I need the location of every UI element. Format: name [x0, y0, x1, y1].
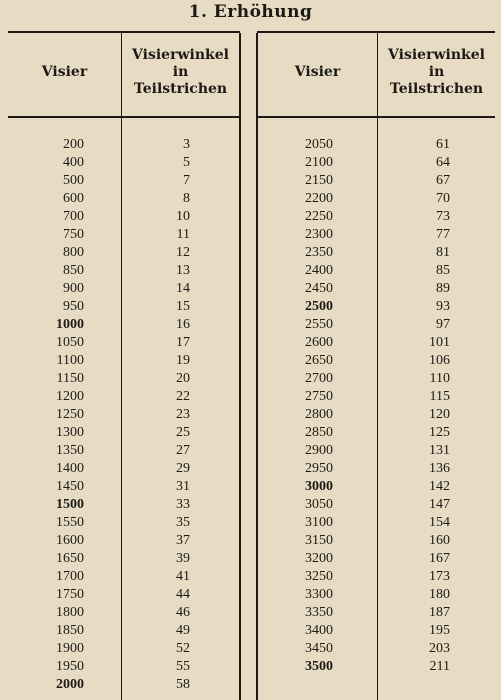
table-cell: 1200: [56, 389, 84, 404]
table-cell: 2900: [305, 443, 333, 458]
table-cell: 2850: [305, 425, 333, 440]
table-cell: 29: [176, 461, 190, 476]
table-cell: 3050: [305, 497, 333, 512]
table-cell: 27: [176, 443, 190, 458]
table-cell: 2600: [305, 335, 333, 350]
table-cell: 49: [176, 623, 190, 638]
left-column-divider: [121, 33, 122, 700]
table-cell: 900: [63, 281, 84, 296]
table-cell: 5: [183, 155, 190, 170]
table-cell: 120: [429, 407, 450, 422]
header-winkel-left-line1: Visierwinkel: [132, 47, 229, 63]
header-winkel-right: [378, 47, 495, 98]
table-title: 1. Erhöhung: [188, 2, 313, 22]
table-cell: 147: [429, 497, 450, 512]
header-visier-left: Visier: [41, 64, 88, 80]
table-cell: 1700: [56, 569, 84, 584]
table-cell: 125: [429, 425, 450, 440]
table-cell: 3450: [305, 641, 333, 656]
table-cell: 11: [176, 227, 190, 242]
table-cell: 2300: [305, 227, 333, 242]
table-cell: 115: [429, 389, 450, 404]
table-cell: 31: [176, 479, 190, 494]
table-cell: 35: [176, 515, 190, 530]
table-cell: 195: [429, 623, 450, 638]
table-cell: 58: [176, 677, 190, 692]
header-winkel-left-line3: Teilstrichen: [133, 81, 228, 97]
table-cell: 20: [176, 371, 190, 386]
table-cell: 93: [436, 299, 450, 314]
table-cell: 33: [176, 497, 190, 512]
table-cell: 1750: [56, 587, 84, 602]
table-cell: 23: [176, 407, 190, 422]
table-cell: 1350: [56, 443, 84, 458]
table-cell: 7: [183, 173, 190, 188]
table-cell: 2100: [305, 155, 333, 170]
table-cell: 19: [176, 353, 190, 368]
table-cell: 203: [429, 641, 450, 656]
left-table-right-border: [239, 33, 241, 700]
table-cell: 400: [63, 155, 84, 170]
table-cell: 2450: [305, 281, 333, 296]
right-table-top-rule: [257, 31, 495, 33]
table-cell: 101: [429, 335, 450, 350]
right-table-left-border: [256, 33, 258, 700]
table-cell: 89: [436, 281, 450, 296]
table-cell: 1000: [56, 317, 84, 332]
table-cell: 106: [429, 353, 450, 368]
header-visier-right: Visier: [294, 64, 341, 80]
table-cell: 2550: [305, 317, 333, 332]
table-cell: 14: [176, 281, 190, 296]
table-cell: 2500: [305, 299, 333, 314]
table-cell: 73: [436, 209, 450, 224]
table-cell: 2200: [305, 191, 333, 206]
table-cell: 142: [429, 479, 450, 494]
table-cell: 110: [429, 371, 450, 386]
table-cell: 13: [176, 263, 190, 278]
table-cell: 1800: [56, 605, 84, 620]
table-cell: 22: [176, 389, 190, 404]
table-cell: 180: [429, 587, 450, 602]
table-cell: 1850: [56, 623, 84, 638]
header-winkel-left-line2: in: [172, 64, 189, 80]
table-cell: 160: [429, 533, 450, 548]
table-cell: 1400: [56, 461, 84, 476]
table-cell: 2150: [305, 173, 333, 188]
table-cell: 10: [176, 209, 190, 224]
table-cell: 2700: [305, 371, 333, 386]
table-cell: 67: [436, 173, 450, 188]
left-visier-column: [40, 136, 84, 694]
left-table-header-rule: [8, 116, 240, 118]
table-cell: 77: [436, 227, 450, 242]
table-cell: 700: [63, 209, 84, 224]
table-cell: 85: [436, 263, 450, 278]
table-cell: 1900: [56, 641, 84, 656]
table-cell: 167: [429, 551, 450, 566]
table-cell: 2050: [305, 137, 333, 152]
table-cell: 15: [176, 299, 190, 314]
table-cell: 2000: [56, 677, 84, 692]
table-cell: 17: [176, 335, 190, 350]
table-cell: 1250: [56, 407, 84, 422]
table-cell: 1950: [56, 659, 84, 674]
table-cell: 211: [429, 659, 450, 674]
header-winkel-right-line2: in: [428, 64, 445, 80]
table-cell: 1550: [56, 515, 84, 530]
table-cell: 1100: [56, 353, 84, 368]
table-cell: 3250: [305, 569, 333, 584]
table-cell: 55: [176, 659, 190, 674]
table-cell: 600: [63, 191, 84, 206]
table-cell: 1050: [56, 335, 84, 350]
header-winkel-right-line3: Teilstrichen: [389, 81, 484, 97]
table-cell: 1500: [56, 497, 84, 512]
table-cell: 2800: [305, 407, 333, 422]
table-cell: 136: [429, 461, 450, 476]
table-cell: 131: [429, 443, 450, 458]
right-winkel-column: [414, 136, 450, 676]
table-cell: 3400: [305, 623, 333, 638]
table-cell: 1600: [56, 533, 84, 548]
table-cell: 52: [176, 641, 190, 656]
table-cell: 2250: [305, 209, 333, 224]
table-cell: 1450: [56, 479, 84, 494]
table-cell: 500: [63, 173, 84, 188]
table-cell: 3350: [305, 605, 333, 620]
table-cell: 3000: [305, 479, 333, 494]
table-cell: 1150: [56, 371, 84, 386]
right-column-divider: [377, 33, 378, 700]
table-cell: 3100: [305, 515, 333, 530]
table-cell: 1300: [56, 425, 84, 440]
table-cell: 200: [63, 137, 84, 152]
table-cell: 39: [176, 551, 190, 566]
table-cell: 750: [63, 227, 84, 242]
table-cell: 37: [176, 533, 190, 548]
table-cell: 81: [436, 245, 450, 260]
table-cell: 850: [63, 263, 84, 278]
table-cell: 2350: [305, 245, 333, 260]
table-cell: 3500: [305, 659, 333, 674]
table-cell: 1650: [56, 551, 84, 566]
table-cell: 61: [436, 137, 450, 152]
table-cell: 950: [63, 299, 84, 314]
table-cell: 70: [436, 191, 450, 206]
table-cell: 44: [176, 587, 190, 602]
table-cell: 64: [436, 155, 450, 170]
header-winkel-right-line1: Visierwinkel: [388, 47, 485, 63]
table-cell: 800: [63, 245, 84, 260]
table-cell: 41: [176, 569, 190, 584]
table-cell: 25: [176, 425, 190, 440]
table-cell: 97: [436, 317, 450, 332]
table-cell: 3200: [305, 551, 333, 566]
table-cell: 2650: [305, 353, 333, 368]
header-winkel-left: [122, 47, 239, 98]
left-winkel-column: [150, 136, 190, 694]
table-cell: 3: [183, 137, 190, 152]
right-table-header-rule: [257, 116, 495, 118]
table-cell: 8: [183, 191, 190, 206]
table-cell: 2950: [305, 461, 333, 476]
table-cell: 154: [429, 515, 450, 530]
right-visier-column: [289, 136, 333, 676]
table-cell: 187: [429, 605, 450, 620]
table-cell: 46: [176, 605, 190, 620]
left-table-top-rule: [8, 31, 240, 33]
table-cell: 16: [176, 317, 190, 332]
table-cell: 12: [176, 245, 190, 260]
table-cell: 173: [429, 569, 450, 584]
table-cell: 3150: [305, 533, 333, 548]
table-cell: 3300: [305, 587, 333, 602]
table-cell: 2750: [305, 389, 333, 404]
table-cell: 2400: [305, 263, 333, 278]
